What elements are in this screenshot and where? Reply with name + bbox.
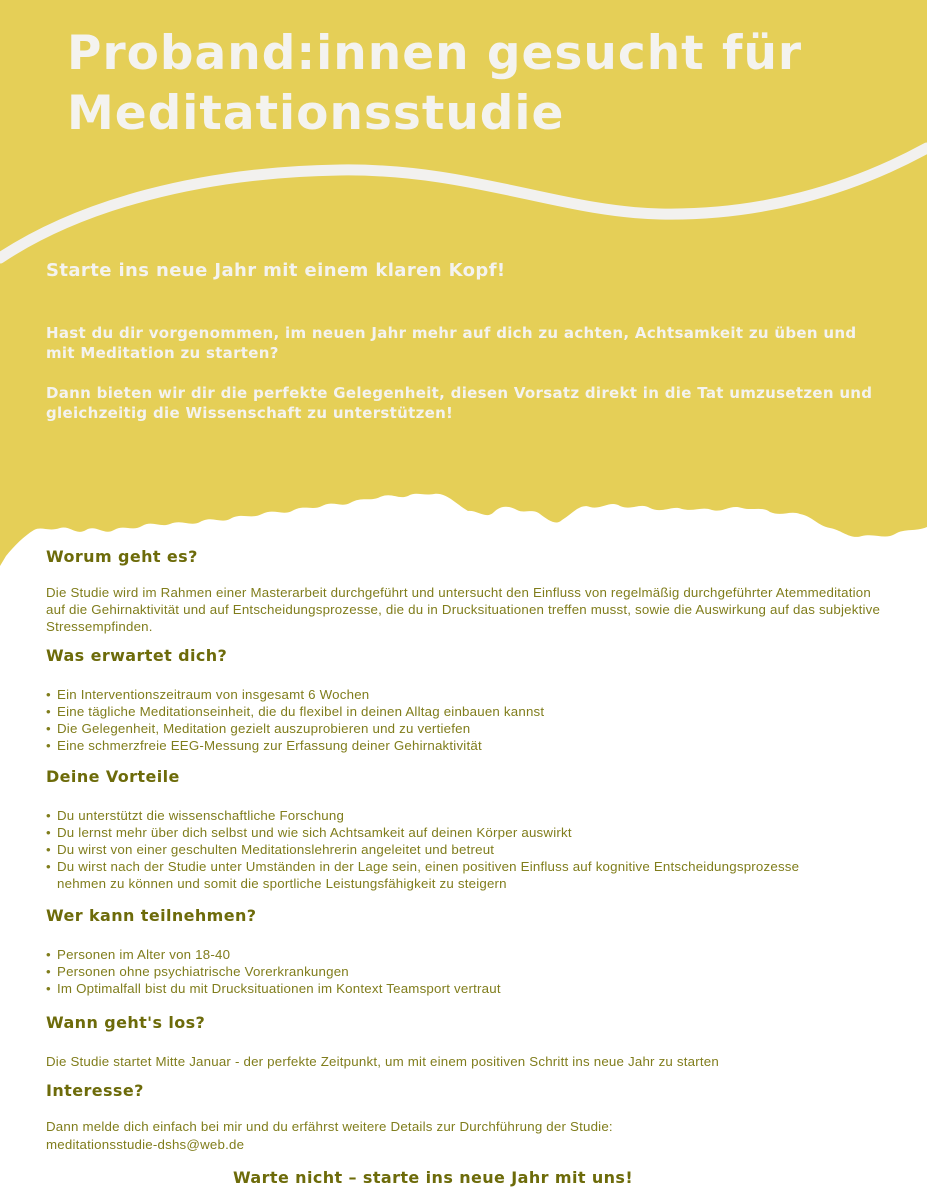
bullet-icon: • bbox=[46, 808, 51, 823]
section-heading-interesse: Interesse? bbox=[46, 1081, 144, 1100]
page-title bbox=[67, 24, 907, 144]
section-text-wann: Die Studie startet Mitte Januar - der perfekte Zeitpunkt, um mit einem positiven Schritt ins neue Jahr zu starten bbox=[46, 1054, 719, 1069]
list-item: • Im Optimalfall bist du mit Drucksituationen im Kontext Teamsport vertraut bbox=[46, 981, 501, 996]
list-item: • Personen ohne psychiatrische Vorerkrankungen bbox=[46, 964, 349, 979]
section-heading-teilnehmen: Wer kann teilnehmen? bbox=[46, 906, 257, 925]
list-item: • Eine tägliche Meditationseinheit, die du flexibel in deinen Alltag einbauen kannst bbox=[46, 704, 545, 719]
hero-intro-offer: Dann bieten wir dir die perfekte Gelegenheit, diesen Vorsatz direkt in die Tat umzusetzen und gleichzeitig die Wissenschaft zu unterstützen! bbox=[46, 384, 873, 422]
call-to-action: Warte nicht – starte ins neue Jahr mit uns! bbox=[232, 1168, 634, 1187]
list-item: • Die Gelegenheit, Meditation gezielt auszuprobieren und zu vertiefen bbox=[46, 721, 471, 736]
list-item: • Du lernst mehr über dich selbst und wie sich Achtsamkeit auf deinen Körper auswirkt bbox=[46, 825, 572, 840]
list-item: • Du unterstützt die wissenschaftliche Forschung bbox=[46, 808, 345, 823]
list-item: • Eine schmerzfreie EEG-Messung zur Erfassung deiner Gehirnaktivität bbox=[46, 738, 482, 753]
bullet-icon: • bbox=[46, 947, 51, 962]
hero-subtitle: Starte ins neue Jahr mit einem klaren Kopf! bbox=[46, 260, 506, 281]
interesse-text: Dann melde dich einfach bei mir und du erfährst weitere Details zur Durchführung der Studie: bbox=[46, 1119, 613, 1134]
bullet-icon: • bbox=[46, 981, 51, 996]
bullet-icon: • bbox=[46, 687, 51, 702]
title-line-1: Proband:innen gesucht für bbox=[67, 26, 803, 81]
contact-email-link[interactable]: meditationsstudie-dshs@web.de bbox=[46, 1137, 245, 1152]
bullet-icon: • bbox=[46, 721, 51, 736]
list-item: • Ein Interventionszeitraum von insgesamt 6 Wochen bbox=[46, 687, 370, 702]
section-heading-vorteile: Deine Vorteile bbox=[46, 767, 180, 786]
list-item: • Du wirst nach der Studie unter Umständen in der Lage sein, einen positiven Einfluss auf kognitive Entscheidungsprozesse nehmen zu können und somit die sportliche Leistungsfähigkeit zu steigern bbox=[46, 859, 800, 891]
bullet-icon: • bbox=[46, 859, 51, 874]
list-vorteile bbox=[46, 807, 806, 892]
section-heading-erwartet: Was erwartet dich? bbox=[46, 646, 228, 665]
list-teilnehmen bbox=[46, 946, 891, 997]
list-item: • Personen im Alter von 18-40 bbox=[46, 947, 231, 962]
list-item: • Du wirst von einer geschulten Meditationslehrerin angeleitet und betreut bbox=[46, 842, 495, 857]
title-line-2: Meditationsstudie bbox=[67, 86, 565, 141]
bullet-icon: • bbox=[46, 842, 51, 857]
list-erwartet bbox=[46, 686, 891, 754]
section-text-interesse bbox=[46, 1118, 891, 1153]
bullet-icon: • bbox=[46, 738, 51, 753]
hero-intro-question: Hast du dir vorgenommen, im neuen Jahr mehr auf dich zu achten, Achtsamkeit zu üben und mit Meditation zu starten? bbox=[46, 324, 857, 362]
bullet-icon: • bbox=[46, 704, 51, 719]
bullet-icon: • bbox=[46, 825, 51, 840]
section-heading-wann: Wann geht's los? bbox=[46, 1013, 206, 1032]
section-text-worum: Die Studie wird im Rahmen einer Masterarbeit durchgeführt und untersucht den Einfluss von regelmäßig durchgeführter Atemmeditation auf die Gehirnaktivität und auf Entscheidungsprozesse, die du in Drucksituationen treffen musst, sowie die Auswirkung auf das subjektive Stressempfinden. bbox=[46, 585, 881, 634]
bullet-icon: • bbox=[46, 964, 51, 979]
section-heading-worum: Worum geht es? bbox=[46, 547, 198, 566]
